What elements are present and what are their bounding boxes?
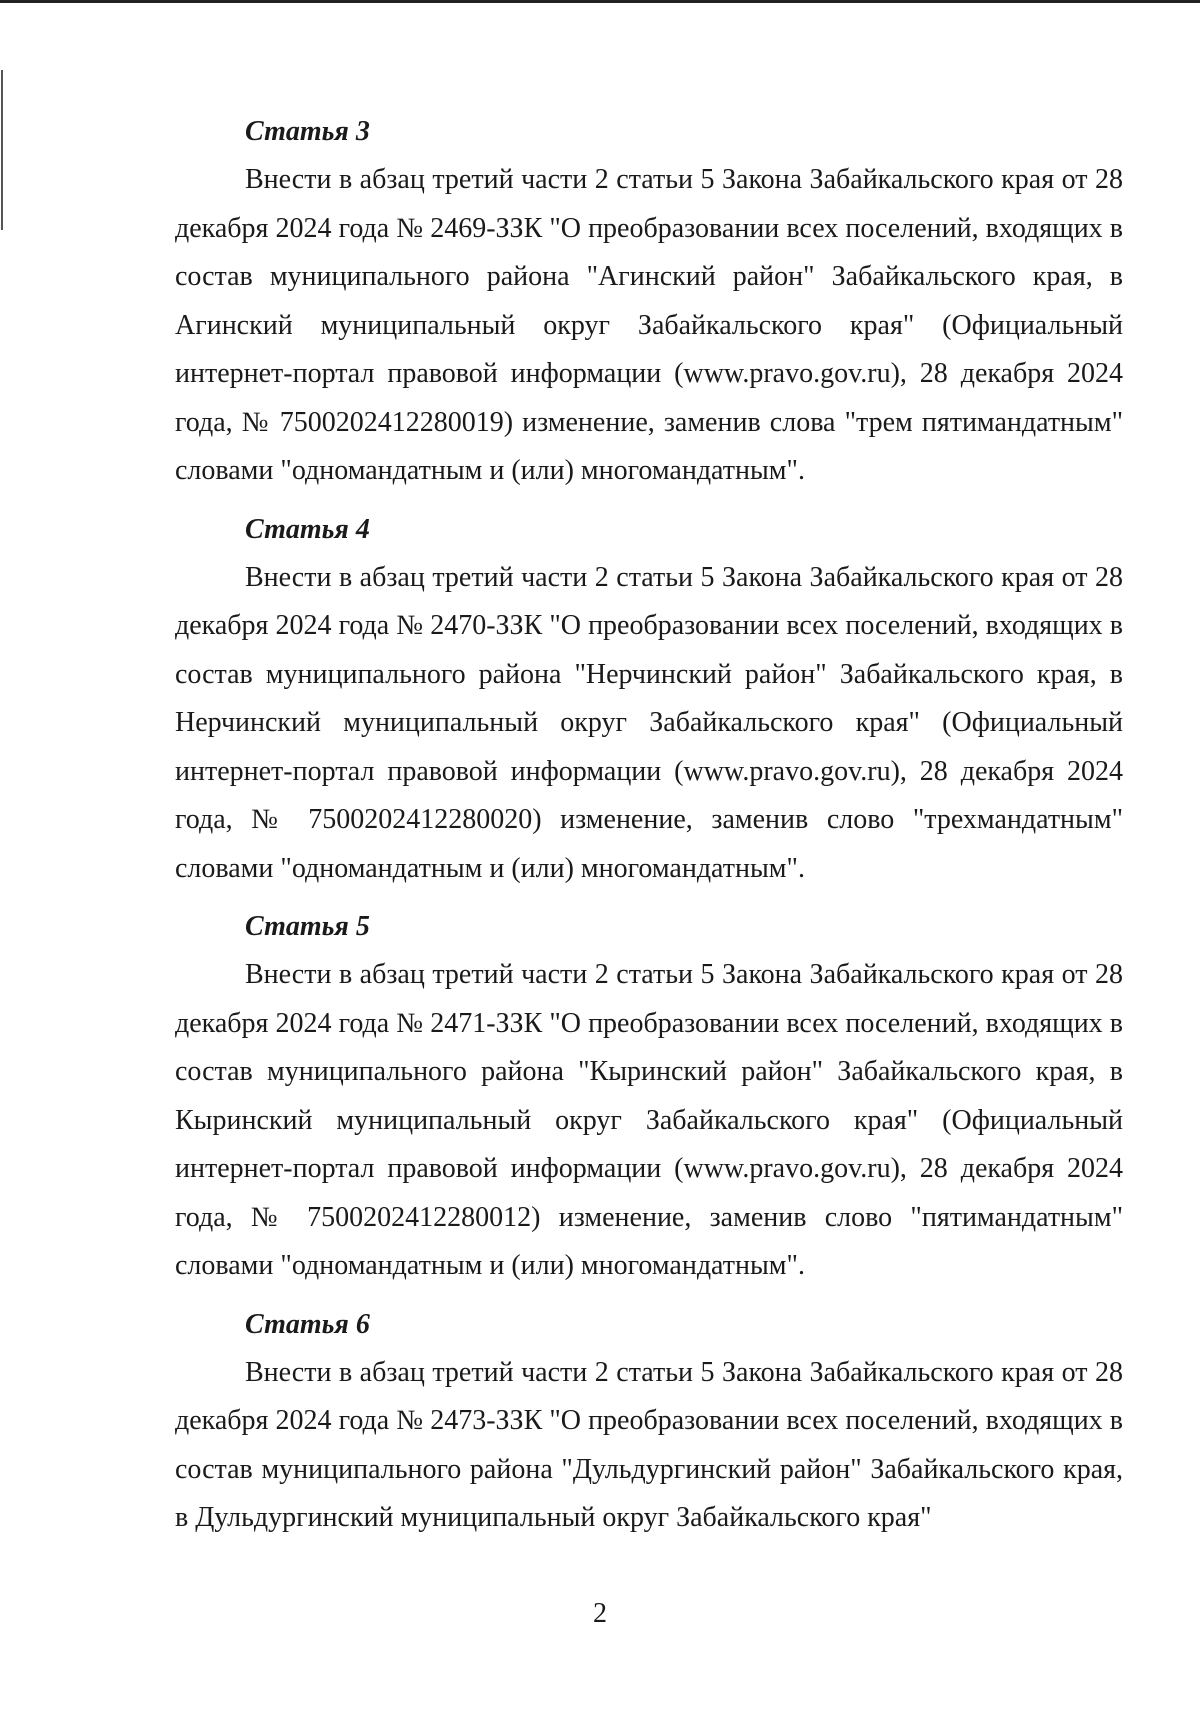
article-4 (175, 510, 1123, 894)
article-text: Внести в абзац третий части 2 статьи 5 Закона Забайкальского края от 28 декабря 2024 года № 2471-ЗЗК "О преобразовании всех поселений, входящих в состав муниципального района "Кыринский район" Забайкальского края, в Кыринский муниципальный округ Забайкальского края" (Официальный интернет-портал правовой информации (www.pravo.gov.ru), 28 декабря 2024 года, № 7500202412280012) изменение, заменив слово "пятимандатным" словами "одномандатным и (или) многомандатным". (175, 959, 1123, 1281)
article-text: Внести в абзац третий части 2 статьи 5 Закона Забайкальского края от 28 декабря 2024 года № 2470-ЗЗК "О преобразовании всех поселений, входящих в состав муниципального района "Нерчинский район" Забайкальского края, в Нерчинский муниципальный округ Забайкальского края" (Официальный интернет-портал правовой информации (www.pravo.gov.ru), 28 декабря 2024 года, № 7500202412280020) изменение, заменив слово "трехмандатным" словами "одномандатным и (или) многомандатным". (175, 561, 1123, 884)
page-number: 2 (593, 1598, 607, 1629)
article-heading: Статья 6 (245, 1308, 370, 1340)
article-5 (175, 907, 1123, 1291)
document-page (175, 112, 1123, 1557)
article-text: Внести в абзац третий части 2 статьи 5 Закона Забайкальского края от 28 декабря 2024 года № 2469-ЗЗК "О преобразовании всех поселений, входящих в состав муниципального района "Агинский район" Забайкальского края, в Агинский муниципальный округ Забайкальского края" (Официальный интернет-портал правовой информации (www.pravo.gov.ru), 28 декабря 2024 года, № 7500202412280019) изменение, заменив слова "трем пятимандатным" словами "одномандатным и (или) многомандатным". (175, 164, 1123, 486)
article-heading: Статья 5 (245, 911, 370, 942)
article-3 (175, 112, 1123, 496)
article-heading: Статья 3 (245, 116, 370, 147)
scan-edge-left (1, 70, 3, 230)
article-heading: Статья 4 (245, 513, 370, 545)
article-text: Внести в абзац третий части 2 статьи 5 Закона Забайкальского края от 28 декабря 2024 года № 2473-ЗЗК "О преобразовании всех поселений, входящих в состав муниципального района "Дульдургинский район" Забайкальского края, в Дульдургинский муниципальный округ Забайкальского края" (175, 1356, 1123, 1533)
article-6 (175, 1305, 1123, 1543)
scan-edge-top (0, 0, 1200, 3)
